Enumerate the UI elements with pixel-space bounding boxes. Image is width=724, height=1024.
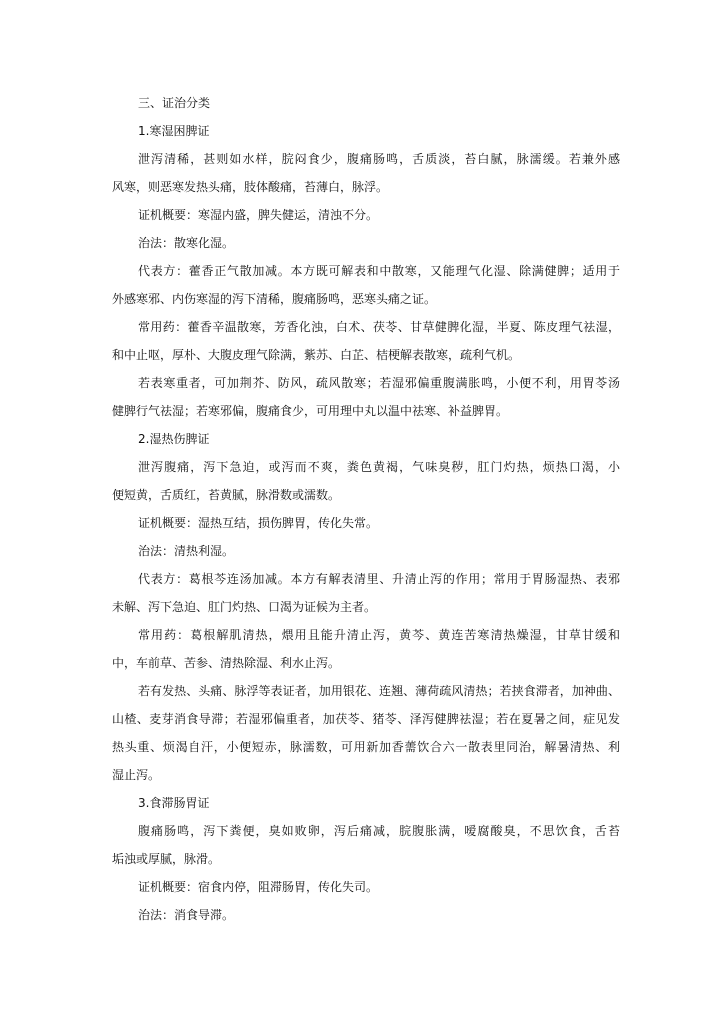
symptoms-paragraph — [112, 817, 620, 873]
syndrome-title: 2.湿热伤脾证 — [138, 432, 210, 446]
formula-paragraph — [112, 565, 620, 621]
herbs-paragraph — [112, 621, 620, 677]
symptoms-paragraph — [112, 453, 620, 509]
paragraph-line: 常用药：葛根解肌清热，煨用且能升清止泻，黄芩、黄连苦寒清热燥湿，甘草甘缓和 — [138, 628, 620, 642]
paragraph-line: 风寒，则恶寒发热头痛，肢体酸痛，苔薄白，脉浮。 — [112, 180, 389, 194]
paragraph-line: 中，车前草、苦参、清热除湿、利水止泻。 — [112, 656, 341, 670]
paragraph-line: 便短黄，舌质红，苔黄腻，脉滑数或濡数。 — [112, 488, 341, 502]
paragraph-line: 代表方：葛根芩连汤加减。本方有解表清里、升清止泻的作用；常用于胃肠湿热、表邪 — [138, 572, 620, 586]
paragraph-line: 未解、泻下急迫、肛门灼热、口渴为证候为主者。 — [112, 600, 377, 614]
modifications-paragraph — [112, 677, 620, 789]
pathogenesis-paragraph: 证机概要：寒湿内盛，脾失健运，清浊不分。 — [138, 208, 379, 222]
paragraph-line: 健脾行气祛湿；若寒邪偏，腹痛食少，可用理中丸以温中祛寒、补益脾胃。 — [112, 404, 509, 418]
section-heading: 三、证治分类 — [138, 96, 211, 110]
paragraph-line: 常用药：藿香辛温散寒，芳香化浊，白术、茯苓、甘草健脾化湿，半夏、陈皮理气祛湿， — [138, 320, 620, 334]
document-body — [112, 89, 620, 929]
treatment-paragraph: 治法：散寒化湿。 — [138, 236, 235, 250]
symptoms-paragraph — [112, 145, 620, 201]
herbs-paragraph — [112, 313, 620, 369]
paragraph-line: 泄泻清稀，甚则如水样，脘闷食少，腹痛肠鸣，舌质淡，苔白腻，脉濡缓。若兼外感 — [138, 152, 620, 166]
paragraph-line: 外感寒邪、内伤寒湿的泻下清稀，腹痛肠鸣，恶寒头痛之证。 — [112, 292, 437, 306]
syndrome-title: 1.寒湿困脾证 — [138, 124, 210, 138]
treatment-paragraph: 治法：消食导滞。 — [138, 908, 235, 922]
paragraph-line: 若表寒重者，可加荆芥、防风，疏风散寒；若湿邪偏重腹满胀鸣，小便不利，用胃苓汤 — [138, 376, 620, 390]
pathogenesis-paragraph: 证机概要：宿食内停，阻滞肠胃，传化失司。 — [138, 880, 379, 894]
pathogenesis-paragraph: 证机概要：湿热互结，损伤脾胃，传化失常。 — [138, 516, 379, 530]
paragraph-line: 泄泻腹痛，泻下急迫，或泻而不爽，粪色黄褐，气味臭秽，肛门灼热，烦热口渴，小 — [138, 460, 620, 474]
treatment-paragraph: 治法：清热利湿。 — [138, 544, 235, 558]
modifications-paragraph — [112, 369, 620, 425]
paragraph-line: 山楂、麦芽消食导滞；若湿邪偏重者，加茯苓、猪苓、泽泻健脾祛湿；若在夏暑之间，症见发 — [112, 712, 620, 726]
paragraph-line: 湿止泻。 — [112, 768, 161, 782]
paragraph-line: 腹痛肠鸣，泻下粪便，臭如败卵，泻后痛减，脘腹胀满，嗳腐酸臭，不思饮食，舌苔 — [138, 824, 620, 838]
paragraph-line: 热头重、烦渴自汗，小便短赤，脉濡数，可用新加香薷饮合六一散表里同治，解暑清热、利 — [112, 740, 620, 754]
paragraph-line: 垢浊或厚腻，脉滑。 — [112, 852, 221, 866]
syndrome-title: 3.食滞肠胃证 — [138, 796, 210, 810]
paragraph-line: 若有发热、头痛、脉浮等表证者，加用银花、连翘、薄荷疏风清热；若挟食滞者，加神曲、 — [138, 684, 620, 698]
paragraph-line: 和中止呕，厚朴、大腹皮理气除满，紫苏、白芷、桔梗解表散寒，疏利气机。 — [112, 348, 521, 362]
formula-paragraph — [112, 257, 620, 313]
paragraph-line: 代表方：藿香正气散加减。本方既可解表和中散寒，又能理气化湿、除满健脾；适用于 — [138, 264, 620, 278]
